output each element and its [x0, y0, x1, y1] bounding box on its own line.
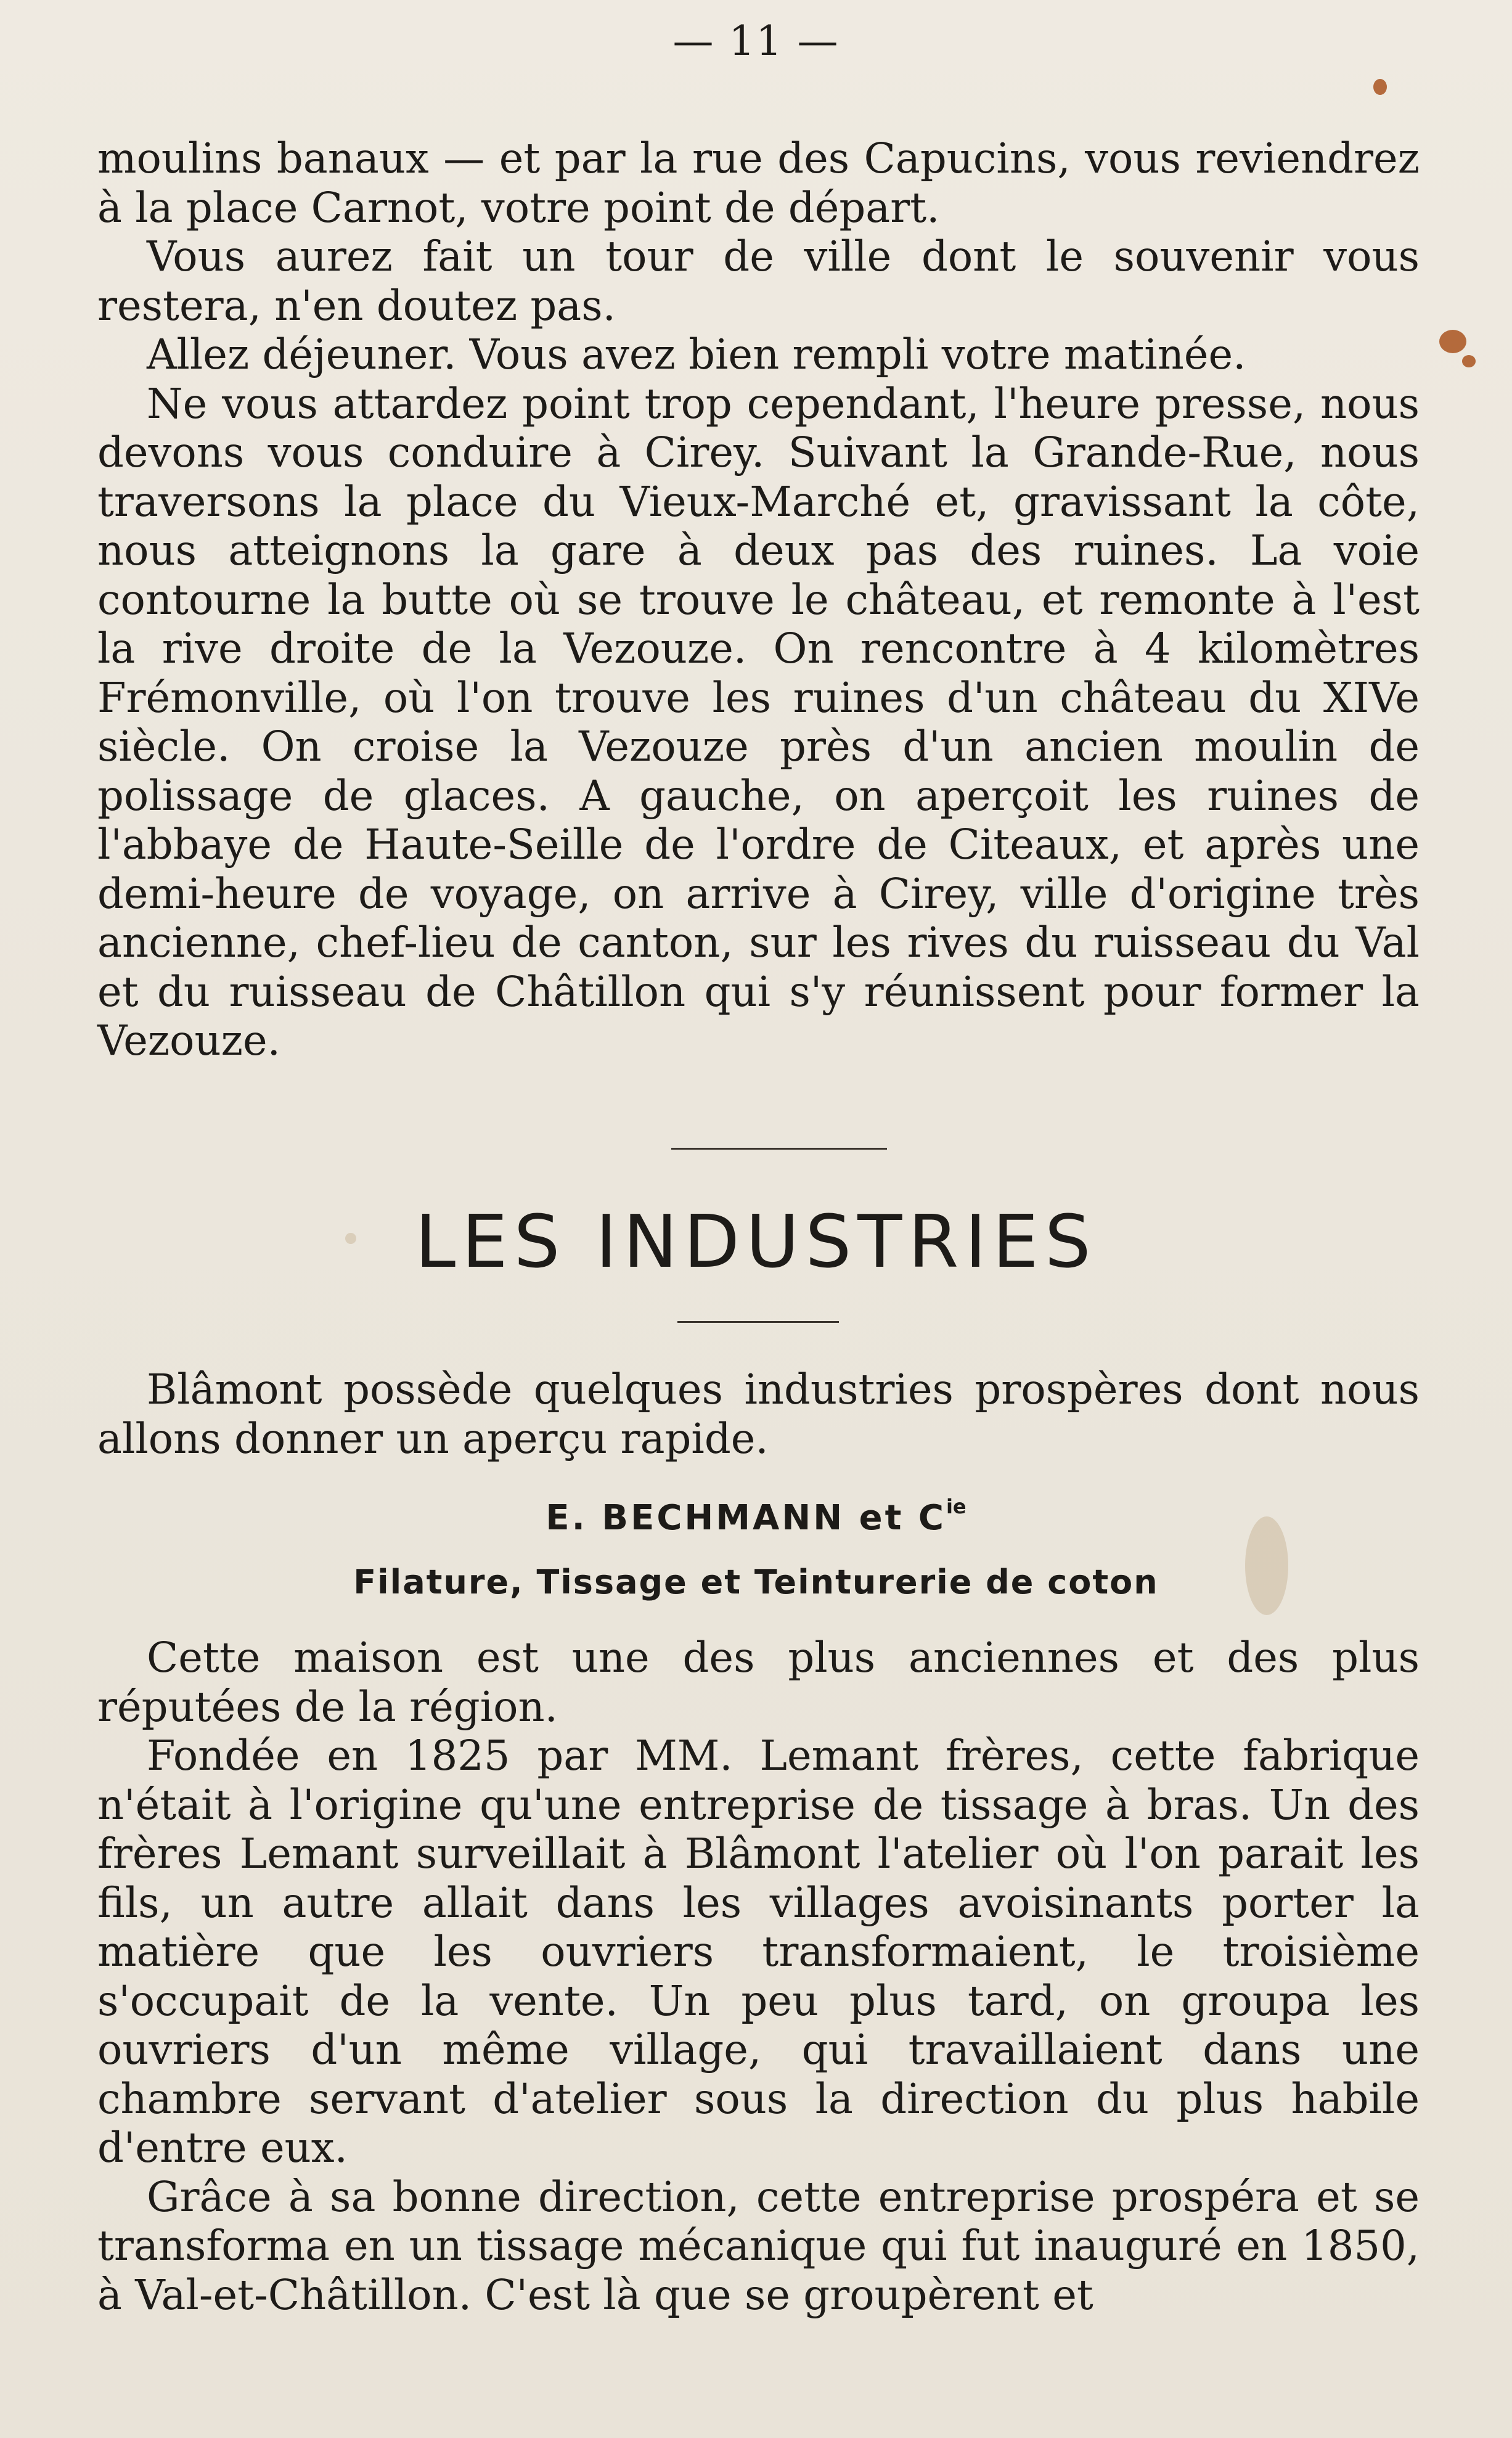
- company-name: E. BECHMANN et $C^{ie}$: [546, 1495, 966, 1538]
- separator-rule-top: [671, 1148, 887, 1150]
- paper-stain: [1439, 330, 1466, 353]
- paragraph: Ne vous attardez point trop cependant, l'heure presse, nous devons vous conduire à Cirey. Suivant la Grande-Rue, nous traversons la place du Vieux-Marché et, gravissant la côte, nous atteignons la gare à deux pas des ruines. La voie contourne la butte où se trouve le château, et remonte à l'est la rive droite de la Vezouze. On rencontre à 4 kilomètres Frémonville, où l'on trouve les ruines d'un château du XIVe siècle. On croise la Vezouze près d'un ancien moulin de polissage de glaces. A gauche, on aperçoit les ruines de l'abbaye de Haute-Seille de l'ordre de Citeaux, et après une demi-heure de voyage, on arrive à Cirey, ville d'origine très ancienne, chef-lieu de canton, sur les rives du ruisseau du Val et du ruisseau de Châtillon qui s'y réunissent pour former la Vezouze.: [97, 379, 1420, 1065]
- page-number: — 11 —: [672, 17, 840, 65]
- paper-stain: [1462, 355, 1476, 367]
- section-title: LES INDUSTRIES: [415, 1199, 1097, 1284]
- paragraph: moulins banaux — et par la rue des Capucins, vous reviendrez à la place Carnot, votre point de départ.: [97, 134, 1420, 232]
- paragraph: Allez déjeuner. Vous avez bien rempli votre matinée.: [147, 330, 1246, 378]
- paper-age-spot: [1245, 1516, 1288, 1615]
- paper-age-spot: [345, 1233, 356, 1244]
- company-activity: Filature, Tissage et Teinturerie de coton: [353, 1563, 1159, 1601]
- intro-text-block: [97, 134, 1420, 1066]
- paragraph: Vous aurez fait un tour de ville dont le souvenir vous restera, n'en doutez pas.: [97, 232, 1420, 330]
- paragraph: Fondée en 1825 par MM. Lemant frères, cette fabrique n'était à l'origine qu'une entreprise de tissage à bras. Un des frères Lemant surveillait à Blâmont l'atelier où l'on parait les fils, un autre allait dans les villages avoisinants porter la matière que les ouvriers transformaient, le troisième s'occupait de la vente. Un peu plus tard, on groupa les ouvriers d'un même village, qui travaillaient dans une chambre servant d'atelier sous la direction du plus habile d'entre eux.: [97, 1732, 1420, 2172]
- paragraph: Grâce à sa bonne direction, cette entreprise prospéra et se transforma en un tissage mécanique qui fut inauguré en 1850, à Val-et-Châtillon. C'est là que se groupèrent et: [97, 2172, 1420, 2319]
- company-text-block: [97, 1634, 1420, 2320]
- paragraph: Cette maison est une des plus anciennes et des plus réputées de la région.: [97, 1634, 1420, 1731]
- paragraph: Blâmont possède quelques industries prospères dont nous allons donner un aperçu rapide.: [97, 1365, 1420, 1463]
- section-intro-block: [97, 1365, 1420, 1463]
- paper-stain: [1373, 79, 1387, 95]
- separator-rule-bottom: [677, 1321, 839, 1323]
